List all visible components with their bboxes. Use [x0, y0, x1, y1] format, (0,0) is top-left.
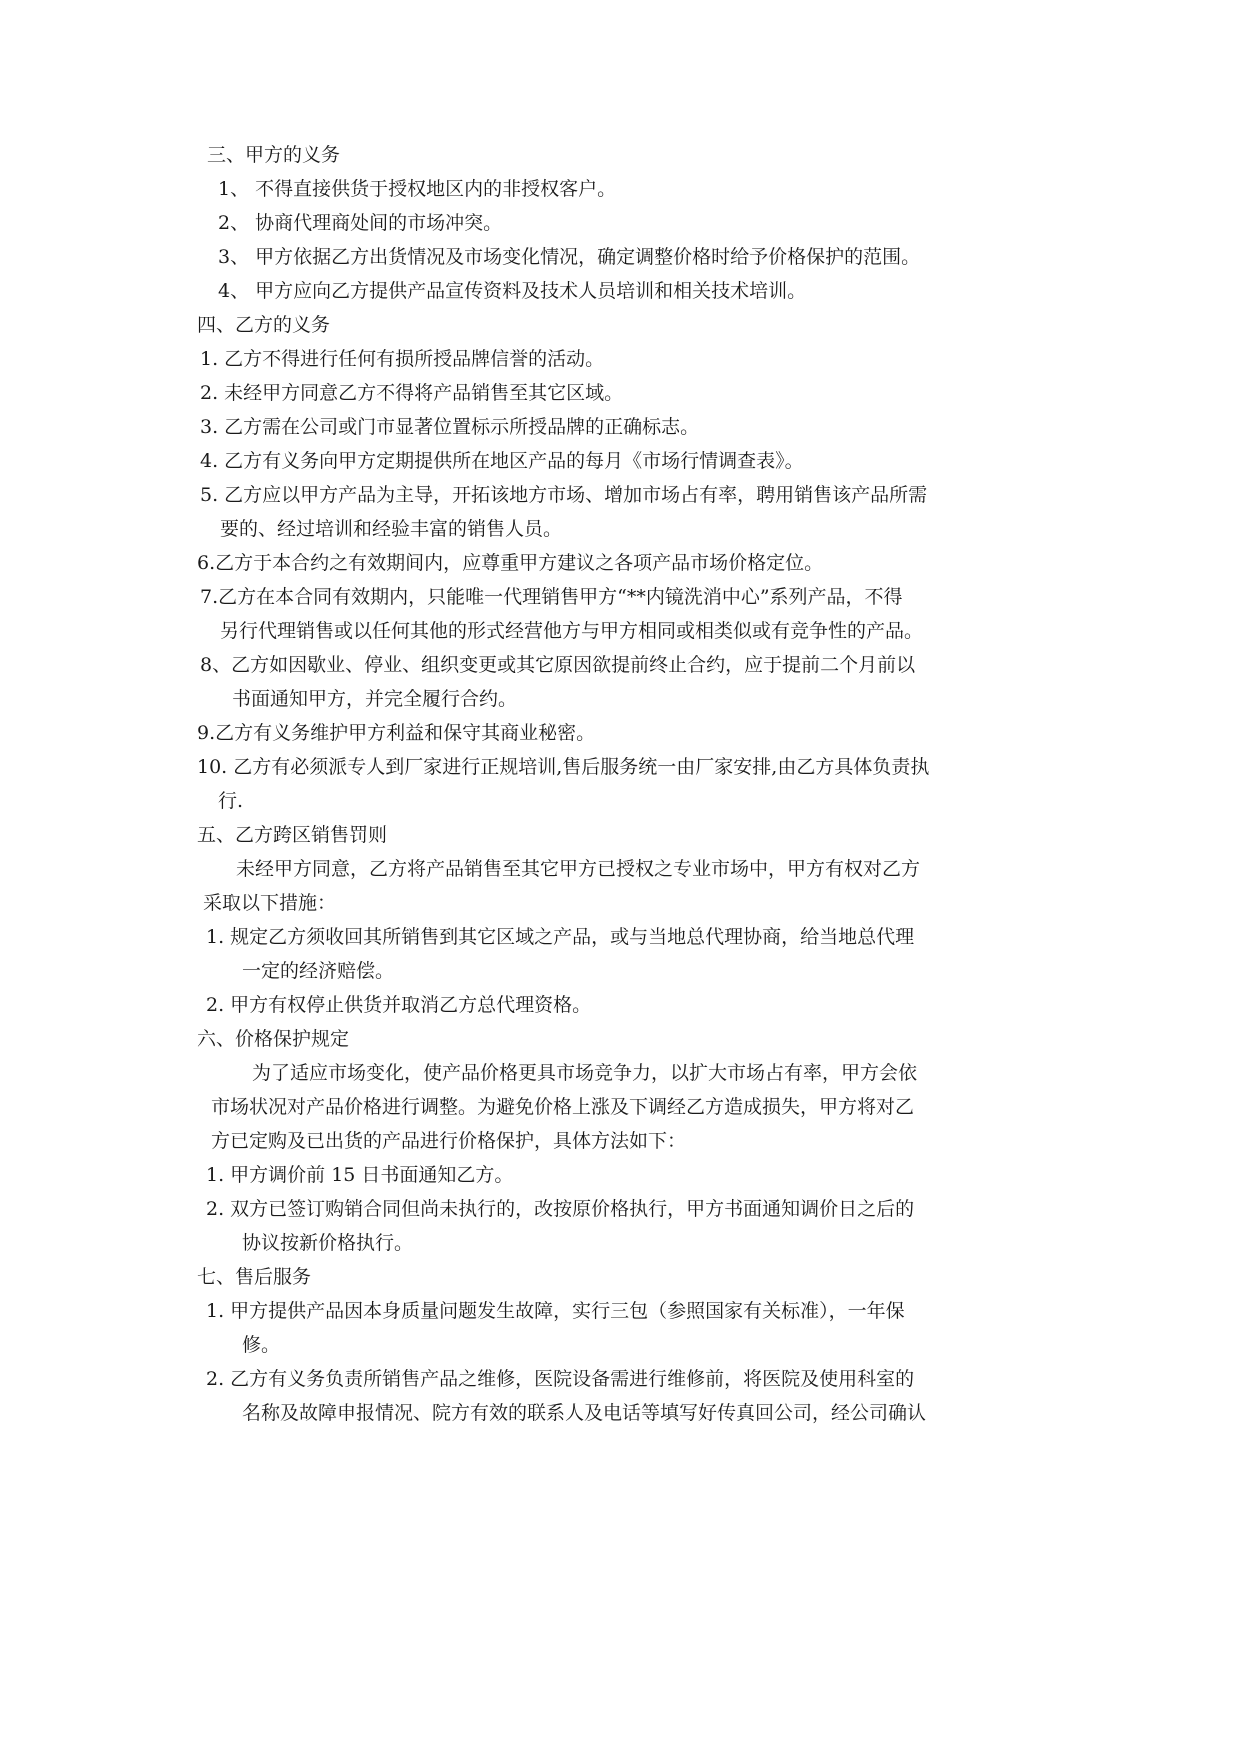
section-4-item-8-line-2: 书面通知甲方，并完全履行合约。: [232, 688, 518, 710]
section-5-item-2: 2. 甲方有权停止供货并取消乙方总代理资格。: [206, 994, 592, 1016]
section-5-item-1-line-1: 1. 规定乙方须收回其所销售到其它区域之产品，或与当地总代理协商，给当地总代理: [206, 926, 915, 948]
section-4-item-5-line-1: 5. 乙方应以甲方产品为主导，开拓该地方市场、增加市场占有率，聘用销售该产品所需: [200, 484, 928, 506]
section-6-heading: 六、价格保护规定: [197, 1028, 350, 1050]
section-3-item-3: 3、 甲方依据乙方出货情况及市场变化情况，确定调整价格时给予价格保护的范围。: [218, 246, 921, 268]
section-7-heading: 七、售后服务: [197, 1266, 312, 1288]
section-5-paragraph-line-1: 未经甲方同意，乙方将产品销售至其它甲方已授权之专业市场中，甲方有权对乙方: [236, 858, 921, 880]
section-4-item-9: 9.乙方有义务维护甲方利益和保守其商业秘密。: [197, 722, 596, 744]
section-4-item-7-line-2: 另行代理销售或以任何其他的形式经营他方与甲方相同或相类似或有竞争性的产品。: [220, 620, 924, 642]
section-6-item-1: 1. 甲方调价前 15 日书面通知乙方。: [206, 1164, 514, 1186]
section-4-item-6: 6.乙方于本合约之有效期间内，应尊重甲方建议之各项产品市场价格定位。: [197, 552, 824, 574]
section-5-paragraph-line-2: 采取以下措施：: [203, 892, 337, 914]
section-4-item-1: 1. 乙方不得进行任何有损所授品牌信誉的活动。: [200, 348, 605, 370]
section-5-item-1-line-2: 一定的经济赔偿。: [242, 960, 395, 982]
section-4-item-2: 2. 未经甲方同意乙方不得将产品销售至其它区域。: [200, 382, 624, 404]
section-7-item-2-line-1: 2. 乙方有义务负责所销售产品之维修，医院设备需进行维修前，将医院及使用科室的: [206, 1368, 915, 1390]
section-4-item-3: 3. 乙方需在公司或门市显著位置标示所授品牌的正确标志。: [200, 416, 700, 438]
section-3-heading: 三、甲方的义务: [207, 144, 341, 166]
section-6-item-2-line-2: 协议按新价格执行。: [242, 1232, 414, 1254]
section-3-item-4: 4、 甲方应向乙方提供产品宣传资料及技术人员培训和相关技术培训。: [218, 280, 807, 302]
section-7-item-1-line-1: 1. 甲方提供产品因本身质量问题发生故障，实行三包（参照国家有关标准），一年保: [206, 1300, 905, 1322]
section-4-item-10-line-1: 10. 乙方有必须派专人到厂家进行正规培训,售后服务统一由厂家安排,由乙方具体负责执: [197, 756, 930, 778]
section-6-item-2-line-1: 2. 双方已签订购销合同但尚未执行的，改按原价格执行，甲方书面通知调价日之后的: [206, 1198, 915, 1220]
section-6-paragraph-line-3: 方已定购及已出货的产品进行价格保护，具体方法如下：: [211, 1130, 687, 1152]
section-7-item-1-line-2: 修。: [242, 1334, 281, 1356]
section-6-paragraph-line-1: 为了适应市场变化，使产品价格更具市场竞争力，以扩大市场占有率，甲方会依: [252, 1062, 918, 1084]
section-3-item-2: 2、 协商代理商处间的市场冲突。: [218, 212, 503, 234]
section-4-heading: 四、乙方的义务: [197, 314, 331, 336]
section-6-paragraph-line-2: 市场状况对产品价格进行调整。为避免价格上涨及下调经乙方造成损失，甲方将对乙: [211, 1096, 915, 1118]
section-5-heading: 五、乙方跨区销售罚则: [197, 824, 388, 846]
section-7-item-2-line-2: 名称及故障申报情况、院方有效的联系人及电话等填写好传真回公司，经公司确认: [242, 1402, 927, 1424]
section-4-item-4: 4. 乙方有义务向甲方定期提供所在地区产品的每月《市场行情调查表》。: [200, 450, 804, 472]
section-4-item-5-line-2: 要的、经过培训和经验丰富的销售人员。: [220, 518, 563, 540]
section-3-item-1: 1、 不得直接供货于授权地区内的非授权客户。: [218, 178, 617, 200]
section-4-item-7-line-1: 7.乙方在本合同有效期内，只能唯一代理销售甲方“**内镜洗消中心”系列产品，不得: [200, 586, 903, 608]
section-4-item-8-line-1: 8、乙方如因歇业、停业、组织变更或其它原因欲提前终止合约，应于提前二个月前以: [200, 654, 916, 676]
section-4-item-10-line-2: 行.: [218, 790, 244, 812]
